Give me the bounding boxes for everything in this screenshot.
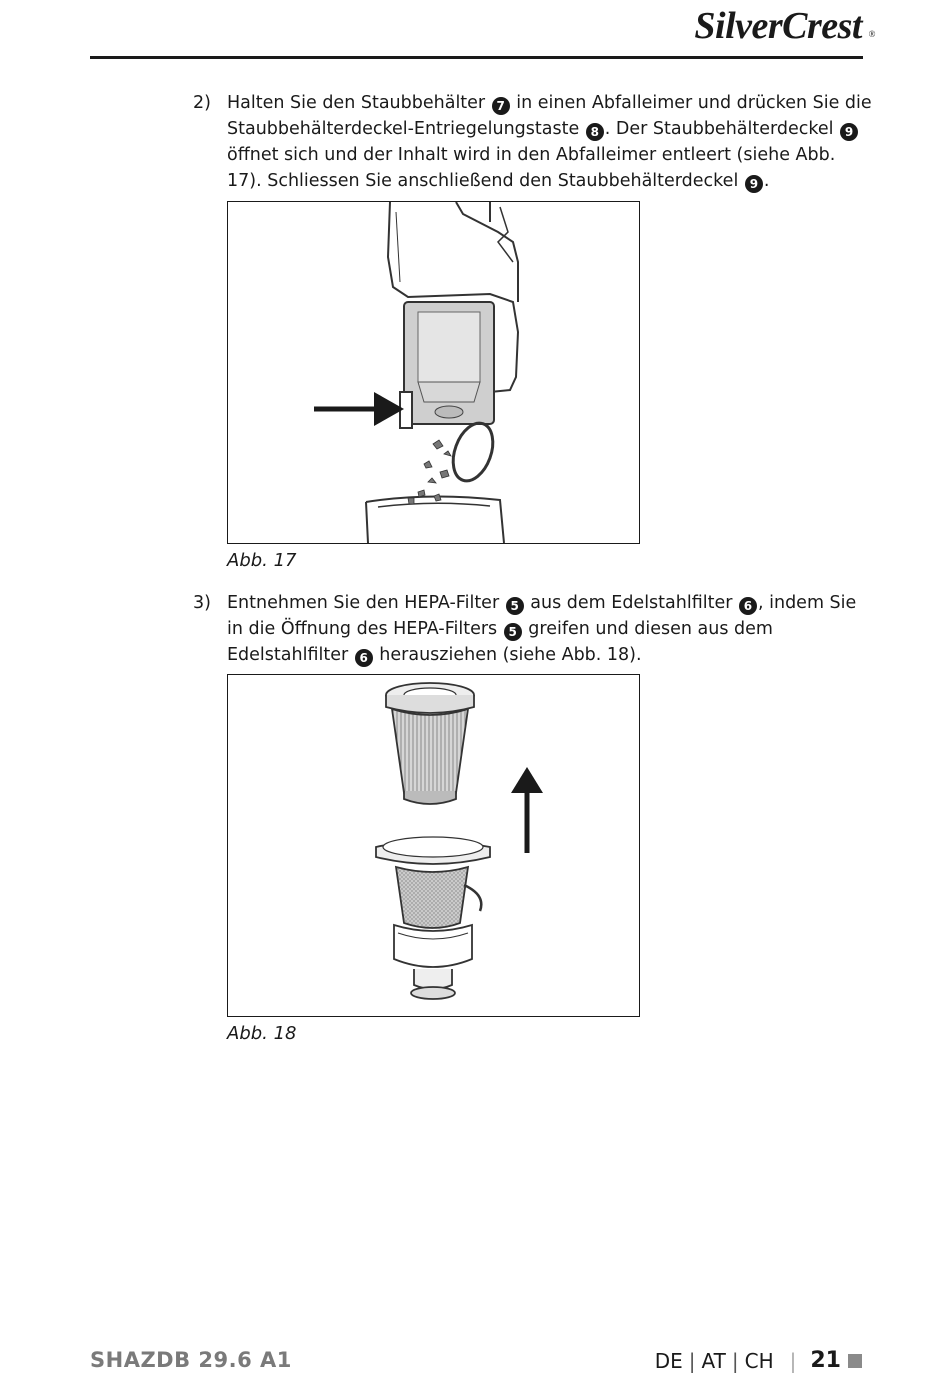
figure-18-illustration <box>227 674 640 1017</box>
step-number: 3) <box>193 593 211 613</box>
step-text: Halten Sie den Staubbehälter 7 in einen Abfalleimer und drücken Sie die Staubbehälterdeckel-Entriegelungstaste 8 . Der Staubbehälterdeckel 9 öffnet sich und der Inhalt wird in den Abfalleimer entleert (siehe Abb. 17). Schliessen Sie anschließend den Staubbehälterdeckel 9 . <box>227 93 872 191</box>
vacuum-emptying-illustration <box>228 202 639 543</box>
step-number: 2) <box>193 93 211 113</box>
figure-caption: Abb. 17 <box>227 550 297 571</box>
part-number-badge: 9 <box>745 175 763 193</box>
header-rule <box>90 56 863 59</box>
part-number-badge: 6 <box>739 597 757 615</box>
part-number-badge: 5 <box>506 597 524 615</box>
country-code: AT <box>701 1348 726 1373</box>
hepa-filter-removal-illustration <box>228 675 639 1016</box>
step-2 <box>193 90 873 194</box>
part-number-badge: 9 <box>840 123 858 141</box>
country-code: DE <box>654 1348 683 1373</box>
step-3 <box>193 590 873 668</box>
country-code: CH <box>744 1348 774 1373</box>
part-number-badge: 7 <box>492 97 510 115</box>
step-text: Entnehmen Sie den HEPA-Filter 5 aus dem Edelstahlfilter 6 , indem Sie in die Öffnung des HEPA-Filters 5 greifen und diesen aus dem Edelstahlfilter 6 herausziehen (siehe Abb. 18). <box>227 593 857 665</box>
part-number-badge: 6 <box>355 649 373 667</box>
brand-logo: SilverCrest ® <box>694 5 875 47</box>
part-number-badge: 8 <box>586 123 604 141</box>
figure-17-illustration <box>227 201 640 544</box>
page-number: 21 <box>810 1348 841 1373</box>
footer-page-info: DE | AT | CH | 21 <box>655 1348 862 1373</box>
footer-model-number: SHAZDB 29.6 A1 <box>90 1348 292 1372</box>
figure-caption: Abb. 18 <box>227 1023 297 1044</box>
page-marker-square <box>848 1354 862 1368</box>
part-number-badge: 5 <box>504 623 522 641</box>
